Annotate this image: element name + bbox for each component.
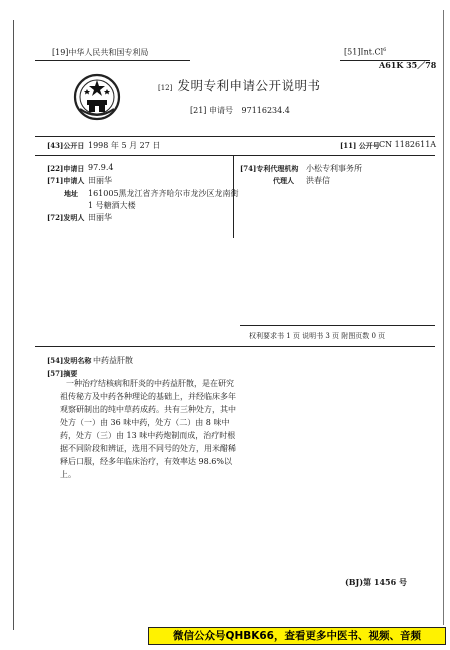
invention-name: 中药益肝散 — [93, 356, 133, 365]
address-line-2: 1 号糖酒大楼 — [88, 201, 136, 210]
pages-rule-bottom — [35, 346, 435, 347]
document-title-code: [12] — [158, 84, 173, 92]
address-code: 地址 — [64, 189, 78, 198]
pub-date-code: [43]公开日 — [47, 141, 85, 150]
pub-number: CN 1182611A — [379, 140, 437, 149]
agency: 小松专利事务所 — [306, 164, 362, 173]
application-number-label: [21] 申请号 — [190, 106, 233, 115]
address-line-1: 161005黑龙江省齐齐哈尔市龙沙区龙南街 — [88, 189, 239, 198]
intcl-code — [344, 47, 386, 57]
pub-rule-top — [35, 136, 435, 137]
applicant: 田丽华 — [88, 176, 112, 185]
column-divider — [233, 156, 234, 238]
abstract-code: [57]摘要 — [47, 369, 78, 378]
ipc-classification: A61K 35／78 — [379, 60, 437, 70]
document-title — [158, 75, 320, 94]
application-number-value: 97116234.4 — [241, 106, 290, 115]
agent: 洪春信 — [306, 176, 330, 185]
national-emblem-icon — [72, 71, 122, 127]
invention-name-code: [54]发明名称 — [47, 356, 92, 365]
inventor-code: [72]发明人 — [47, 213, 85, 222]
intcl-label: [51]Int.Cl — [344, 47, 384, 57]
agency-code: [74]专利代理机构 — [240, 164, 299, 173]
pub-rule-bottom — [35, 155, 435, 156]
abstract-text: 一种治疗结核病和肝炎的中药益肝散，是在研究祖传秘方及中药各种理论的基础上，并经临床多年观察研制出的纯中草药成药。共有三种处方，其中处方（一）由 36 味中药，处方（二）由 8 味中药，处方（三）由 13 味中药炮制而成，治疗时根据不同阶段和辨证，选用不同号的处方，用米醋稀释后口服，经多年临床治疗，有效率达 98.6%以上。 — [60, 379, 236, 479]
left-page-border — [13, 20, 14, 630]
applicant-code: [71]申请人 — [47, 176, 85, 185]
filing-date-code: [22]申请日 — [47, 164, 85, 173]
pub-number-code: [11] 公开号 — [340, 141, 380, 150]
pages-summary: 权利要求书 1 页 说明书 3 页 附图页数 0 页 — [249, 332, 386, 340]
right-page-border — [443, 10, 444, 625]
header-rule-left — [35, 60, 190, 61]
inventor: 田丽华 — [88, 213, 112, 222]
intcl-edition: 6 — [383, 47, 387, 53]
document-title-text: 发明专利申请公开说明书 — [177, 78, 321, 93]
application-number — [190, 105, 290, 116]
filing-date: 97.9.4 — [88, 163, 114, 172]
wechat-banner: 微信公众号QHBK66，查看更多中医书、视频、音频 — [148, 627, 446, 645]
pub-date: 1998 年 5 月 27 日 — [88, 141, 161, 150]
header-rule-right — [340, 60, 430, 61]
patent-office-label: [19]中华人民共和国专利局 — [52, 48, 149, 57]
footer-code: (BJ)第 1456 号 — [345, 577, 407, 587]
agent-code: 代理人 — [273, 176, 294, 185]
pages-rule-top — [240, 325, 435, 326]
